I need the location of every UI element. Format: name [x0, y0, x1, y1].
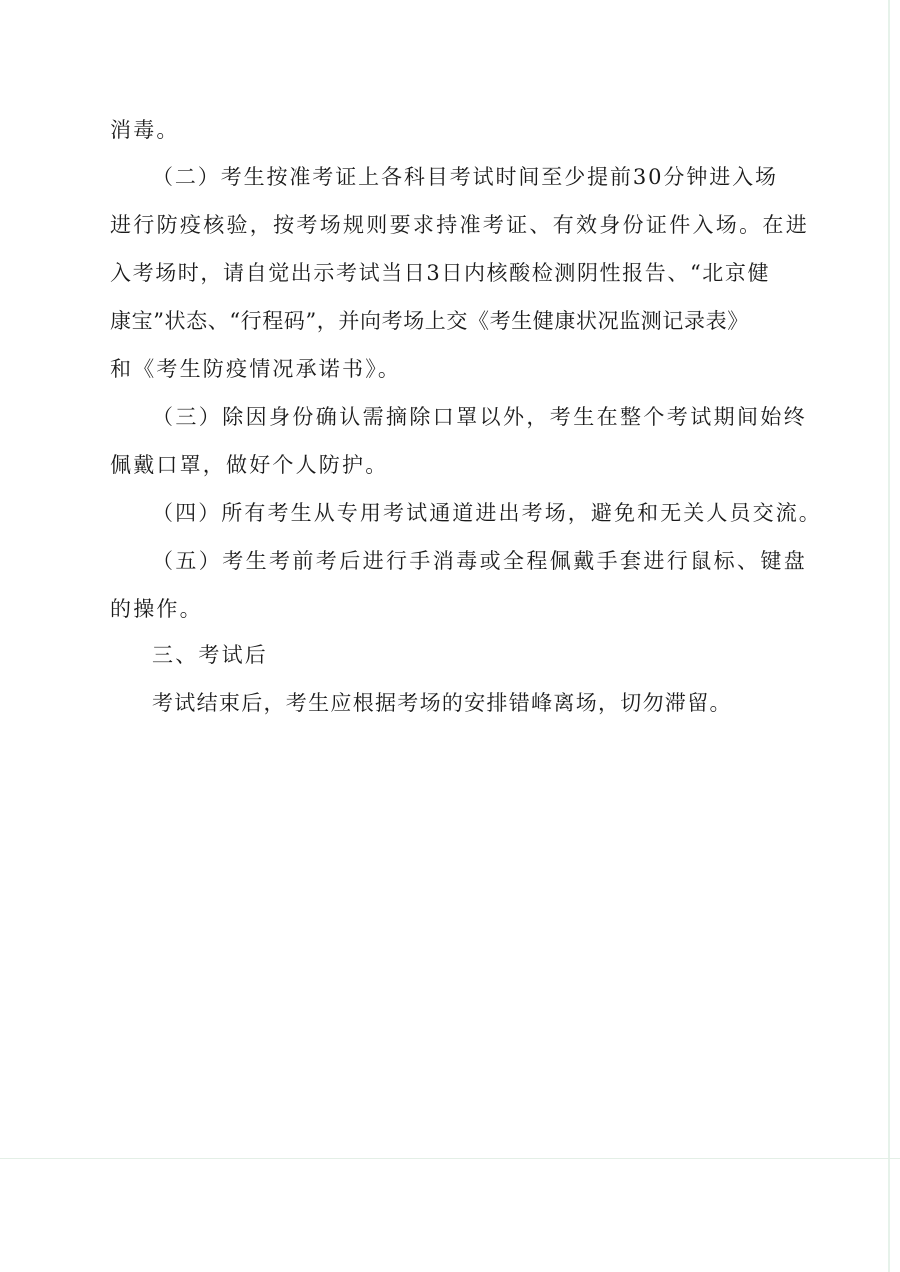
scan-edge-right	[888, 0, 890, 1272]
text-line: 进行防疫核验，按考场规则要求持准考证、有效身份证件入场。在进	[110, 213, 809, 237]
paragraph-two-line-1: （二）考生按准考证上各科目考试时间至少提前30分钟进入场	[152, 165, 778, 189]
text-line: 的操作。	[110, 597, 203, 621]
paragraph-four-line: （四）所有考生从专用考试通道进出考场，避免和无关人员交流。	[152, 501, 822, 525]
paragraph-three-line-1: （三）除因身份确认需摘除口罩以外，考生在整个考试期间始终	[152, 405, 808, 429]
text-line: 康宝”状态、“行程码”，并向考场上交《考生健康状况监测记录表》	[110, 309, 749, 333]
paragraph-five-line-1: （五）考生考前考后进行手消毒或全程佩戴手套进行鼠标、键盘	[152, 549, 808, 573]
text-line: 入考场时，请自觉出示考试当日3日内核酸检测阴性报告、“北京健	[110, 261, 771, 285]
scan-edge-bottom	[0, 1158, 900, 1159]
text-line: 佩戴口罩，做好个人防护。	[110, 453, 389, 477]
text-line: 消毒。	[110, 118, 180, 142]
closing-paragraph: 考试结束后，考生应根据考场的安排错峰离场，切勿滞留。	[152, 691, 732, 715]
section-heading: 三、考试后	[152, 643, 268, 667]
text-line: 和《考生防疫情况承诺书》。	[110, 357, 402, 381]
